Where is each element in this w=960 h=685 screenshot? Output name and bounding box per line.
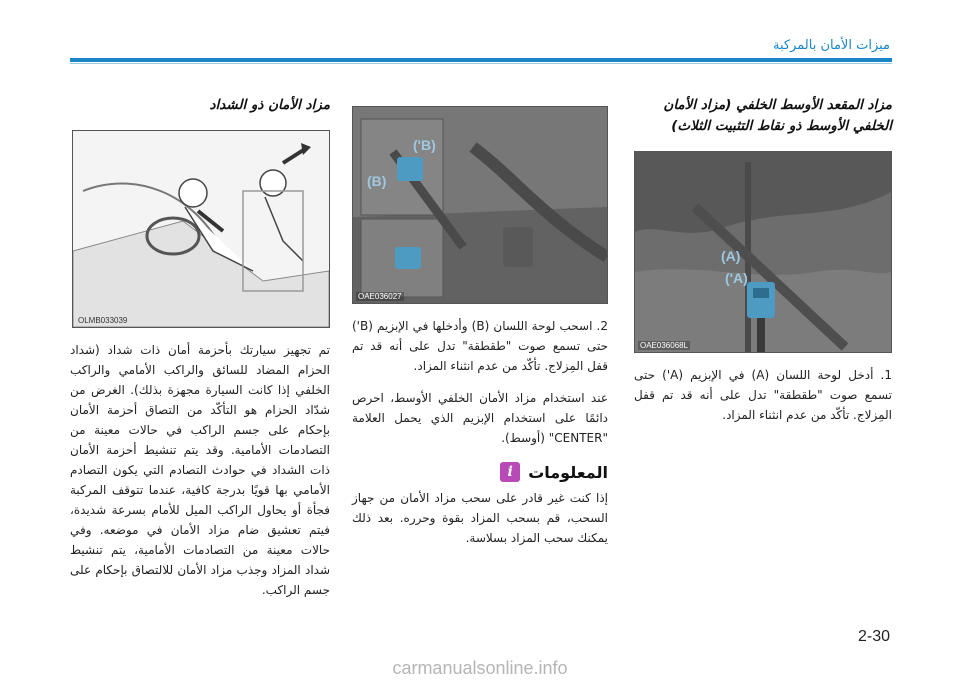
center-buckle-warning-text: عند استخدام مزاد الأمان الخلفي الأوسط، احرص دائمًا على استخدام الإبزيم الذي يحمل العلامة "CENTER" (أوسط). xyxy=(352,391,608,445)
pretensioner-text: تم تجهيز سيارتك بأحزمة أمان ذات شداد (شداد الحزام المضاد للسائق والراكب الأمامي والراكب الخلفي إذا كانت السيارة مجهزة بذلك). الغرض من شدّاد الحزام هو التأكّد من التصاق أحزمة الأمان بإحكام على جسم الراكب في حالات معينة من التصادمات الأمامية. وقد يتم تنشيط أحزمة الأمان ذات الشداد في حوادث التصادم التي يكون التصادم الأمامي بها قويًا بدرجة كافية، عندما تتوقف المركبة فجأة أو يحاول الراكب الميل للأمام بسرعة شديدة، فيتم تعشيق ضام مزاد الأمان في موضعه. وفي حالات معينة من التصادمات الأمامية، يتم تنشيط شداد المزاد وجذب مزاد الأمان للالتصاق بإحكام على جسم الراكب. xyxy=(70,343,330,597)
figure-label-b-prime: (B') xyxy=(413,137,436,153)
chapter-title: ميزات الأمان بالمركبة xyxy=(773,38,890,53)
header-rule xyxy=(70,58,892,62)
left-column xyxy=(70,95,330,612)
figure-pretensioner xyxy=(72,130,330,328)
info-note-header xyxy=(352,462,608,482)
info-icon: i xyxy=(500,462,520,482)
buckle-insertion-illustration xyxy=(353,107,607,303)
rear-center-buckle-illustration xyxy=(635,152,891,352)
figure-buckle-insertion xyxy=(352,106,608,304)
figure-label-b: (B) xyxy=(367,173,387,189)
section-title-line-1: مزاد المقعد الأوسط الخلفي (مزاد الأمان xyxy=(663,97,892,113)
info-note-label: المعلومات xyxy=(528,462,608,482)
section-title-pretensioner: مزاد الأمان ذو الشداد xyxy=(209,97,330,113)
info-note-text: إذا كنت غير قادر على سحب مزاد الأمان من جهاز السحب، قم بسحب المزاد بقوة وحرره. بعد ذلك يمكنك سحب المزاد بسلاسة. xyxy=(352,491,608,545)
figure-label-a-prime: (A') xyxy=(725,270,748,286)
section-title-rear-center-belt xyxy=(634,95,892,137)
step-1-text: 1. أدخل لوحة اللسان (A) في الإبزيم (A') حتى تسمع صوت "طقطقة" تدل على أنه قد تم قفل المِزلاج. تأكّد من عدم انثناء المزاد. xyxy=(634,368,892,422)
pretensioner-illustration xyxy=(73,131,329,327)
figure-caption: OAE036027 xyxy=(358,292,402,301)
watermark: carmanualsonline.info xyxy=(392,658,568,678)
right-column xyxy=(634,95,892,437)
section-title-line-2: الخلفي الأوسط ذو نقاط التثبيت الثلاث) xyxy=(671,118,892,134)
figure-label-a: (A) xyxy=(721,248,741,264)
page-number: 2-30 xyxy=(857,628,890,645)
step-2-text: 2. اسحب لوحة اللسان (B) وأدخلها في الإبزيم (B') حتى تسمع صوت "طقطقة" تدل على أنه قد تم قفل المِزلاج. تأكّد من عدم انثناء المزاد. xyxy=(352,319,609,373)
figure-caption: OAE036068L xyxy=(640,341,689,350)
header-rule-thin xyxy=(70,63,892,64)
middle-column xyxy=(352,106,608,560)
figure-rear-center-buckle xyxy=(634,151,892,353)
figure-caption: OLMB033039 xyxy=(78,316,128,325)
